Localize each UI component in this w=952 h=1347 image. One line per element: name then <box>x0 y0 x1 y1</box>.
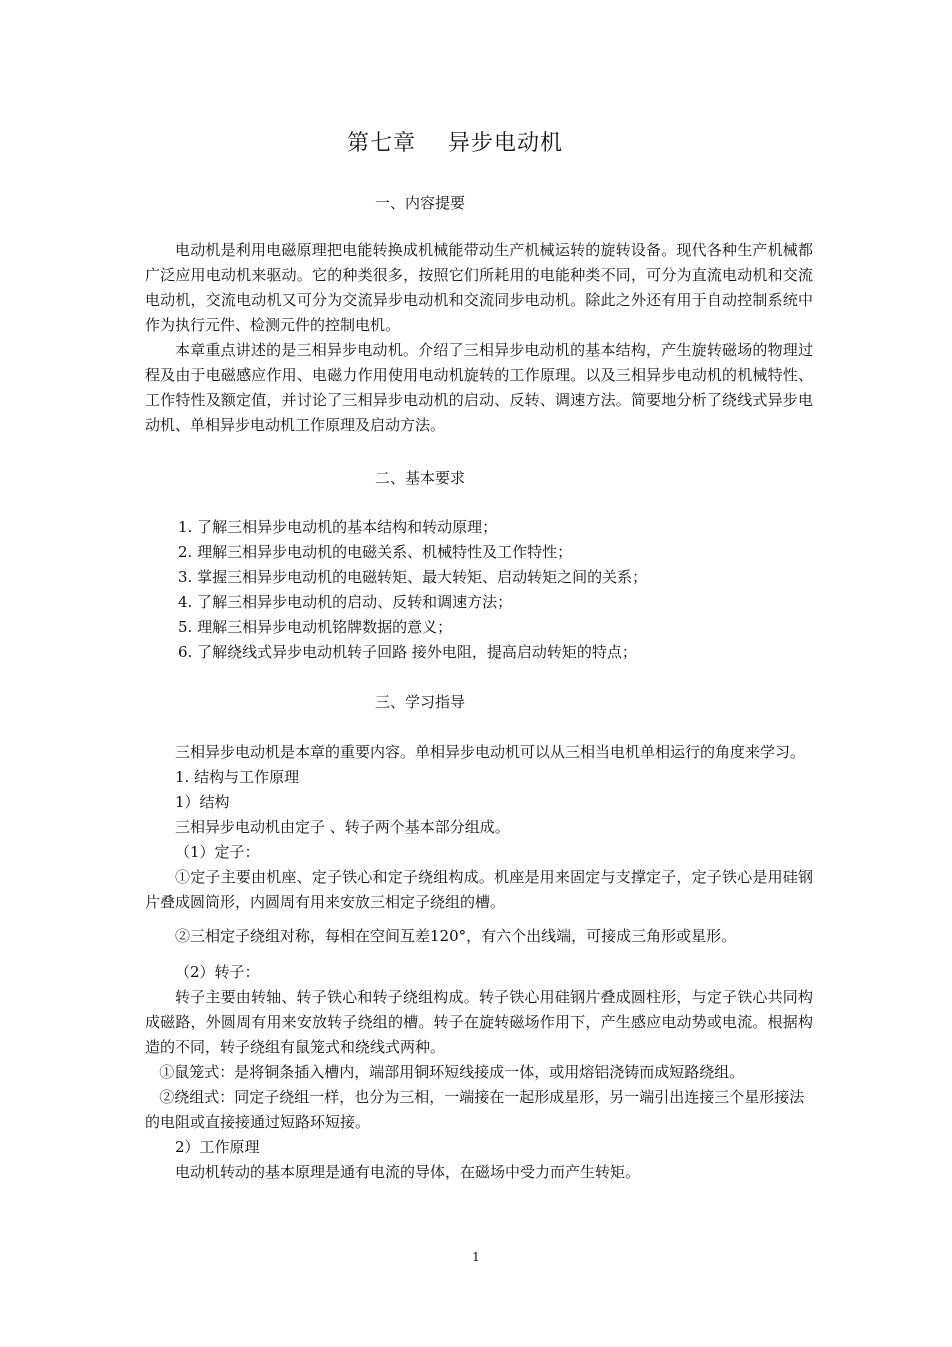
guidance-paragraph: 转子主要由转轴、转子铁心和转子绕组构成。转子铁心用硅钢片叠成圆柱形，与定子铁心共同构成磁路，外圆周有用来安放转子绕组的槽。转子在旋转磁场作用下，产生感应电动势或电流。根据构造的不同，转子绕组有鼠笼式和绕线式两种。 <box>145 988 813 1056</box>
section-heading-summary: 一、内容提要 <box>374 194 465 212</box>
list-item: 5. 理解三相异步电动机铭牌数据的意义； <box>178 618 453 636</box>
guidance-paragraph: ①定子主要由机座、定子铁心和定子绕组构成。机座是用来固定与支撑定子，定子铁心是用硅钢片叠成圆筒形，内圆周有用来安放三相定子绕组的槽。 <box>145 868 813 911</box>
section-heading-guidance: 三、学习指导 <box>374 693 465 711</box>
requirements-list <box>145 515 813 665</box>
list-item: 4. 了解三相异步电动机的启动、反转和调速方法； <box>178 593 513 611</box>
summary-paragraph: 电动机是利用电磁原理把电能转换成机械能带动生产机械运转的旋转设备。现代各种生产机械都广泛应用电动机来驱动。它的种类很多，按照它们所耗用的电能种类不同，可分为直流电动机和交流电动机，交流电动机又可分为交流异步电动机和交流同步电动机。除此之外还有用于自动控制系统中作为执行元件、检测元件的控制电机。 <box>145 241 813 334</box>
summary-block <box>145 238 813 438</box>
guidance-paragraph: ①鼠笼式：是将铜条插入槽内，端部用铜环短线接成一体，或用熔铝浇铸而成短路绕组。 <box>159 1063 745 1081</box>
guidance-line: 三相异步电动机由定子 、转子两个基本部分组成。 <box>175 818 510 836</box>
guidance-line: （1）定子： <box>175 843 260 861</box>
list-item: 2. 理解三相异步电动机的电磁关系、机械特性及工作特性； <box>178 543 573 561</box>
chapter-title: 第七章 异步电动机 <box>347 131 563 156</box>
summary-paragraph: 本章重点讲述的是三相异步电动机。介绍了三相异步电动机的基本结构，产生旋转磁场的物理过程及由于电磁感应作用、电磁力作用使用电动机旋转的工作原理。以及三相异步电动机的机械特性、工作特性及额定值，并讨论了三相异步电动机的启动、反转、调速方法。简要地分析了绕线式异步电动机、单相异步电动机工作原理及启动方法。 <box>145 341 813 434</box>
guidance-paragraph: ②绕组式：同定子绕组一样，也分为三相，一端接在一起形成星形，另一端引出连接三个星形接法的电阻或直接接通过短路环短接。 <box>145 1088 805 1131</box>
list-item: 6. 了解绕线式异步电动机转子回路 接外电阻，提高启动转矩的特点； <box>178 643 637 661</box>
list-item: 1. 了解三相异步电动机的基本结构和转动原理； <box>178 518 498 536</box>
section-heading-requirements: 二、基本要求 <box>374 469 465 487</box>
list-item: 3. 掌握三相异步电动机的电磁转矩、最大转矩、启动转矩之间的关系； <box>178 568 648 586</box>
guidance-line: （2）转子： <box>175 963 260 981</box>
guidance-intro: 三相异步电动机是本章的重要内容。单相异步电动机可以从三相当电机单相运行的角度来学习。 <box>175 743 806 761</box>
guidance-line: 1）结构 <box>175 793 230 811</box>
guidance-line: 2）工作原理 <box>175 1138 260 1156</box>
page-number: 1 <box>472 1250 480 1264</box>
guidance-line: 电动机转动的基本原理是通有电流的导体，在磁场中受力而产生转矩。 <box>175 1163 641 1181</box>
guidance-block <box>145 740 813 1185</box>
guidance-line: 1. 结构与工作原理 <box>175 768 300 786</box>
guidance-paragraph: ②三相定子绕组对称，每相在空间互差120°，有六个出线端，可接成三角形或星形。 <box>175 927 737 945</box>
